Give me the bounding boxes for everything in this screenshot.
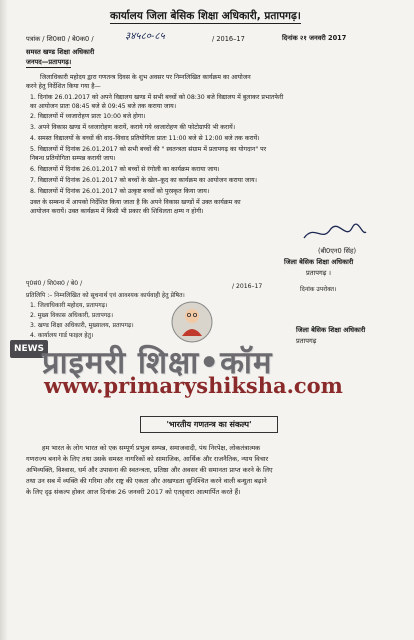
- item-line: 6. विद्यालयों में दिनांक 26.01.2017 को बच्चों से रंगोली का कार्यक्रम कराया जाय।: [30, 166, 220, 173]
- pledge-title: 'भारतीय गणतन्त्र का संकल्प': [140, 416, 278, 433]
- copy-to-item: 1. जिलाधिकारी महोदय, प्रतापगढ़।: [30, 302, 108, 309]
- brand-watermark: प्राइमरी शिक्षा•कॉम: [42, 345, 273, 381]
- recipient-line-2: जनपद—प्रतापगढ़।: [26, 58, 72, 66]
- news-badge: NEWS: [10, 340, 48, 358]
- ref-prefix: पत्रांक / शि0स0 / बे0क0 /: [26, 35, 94, 43]
- signature-scribble-icon: [300, 222, 370, 244]
- mascot-icon: [170, 300, 214, 344]
- pledge-line: हम भारत के लोग भारत को एक सम्पूर्ण प्रभुत्व सम्पन्न, समाजवादी, पंथ निरपेक्ष, लोकतंत्रात्मक: [42, 444, 261, 452]
- intro-line-1: जिलाधिकारी महोदय द्वारा गणतन्त्र दिवस के शुभ अवसर पर निम्नलिखित कार्यक्रम का आयोजन: [40, 74, 251, 81]
- item-line: 5. विद्यालयों में दिनांक 26.01.2017 को सभी बच्चों की " स्वतन्त्रता संग्राम में प्रतापगढ़ का योगदान" पर: [30, 146, 267, 153]
- pledge-line: अभिव्यक्ति, विश्वास, धर्म और उपासना की स्वतन्त्रता, प्रतिष्ठा और अवसर की समानता प्राप्त करने के लिए: [26, 466, 273, 474]
- copy-to-item: 4. कार्यालय गार्ड फाइल हेतु।: [30, 332, 94, 339]
- item-line: 1. दिनांक 26.01.2017 को अपने विद्यालय खण्ड में सभी बच्चों को 08:30 बजे विद्यालय में बुलाकर प्रभातफेरी: [30, 94, 284, 101]
- ref-year: / 2016–17: [212, 35, 245, 43]
- item-line: 8. विद्यालयों में दिनांक 26.01.2017 को उत्कृष्ट बच्चों को पुरस्कृत किया जाय।: [30, 188, 210, 195]
- copy-to-item: 3. खण्ड शिक्षा अधिकारी, मुख्यालय, प्रतापगढ़।: [30, 322, 134, 329]
- pledge-line: के लिए दृढ़ संकल्प होकर आज दिनांक 26 जनवरी 2017 को एतद्द्वारा आत्मार्पित करते हैं।: [26, 488, 241, 496]
- scan-edge-shadow: [0, 0, 8, 640]
- letter-date: दिनांक २१ जनवरी 2017: [282, 34, 347, 42]
- item-line: का आयोजन प्रातः 08:45 बजे से 09:45 बजे तक कराया जाय।: [30, 103, 177, 110]
- signatory2-designation: जिला बेसिक शिक्षा अधिकारी: [296, 326, 366, 334]
- recipient-line-1: समस्त खण्ड शिक्षा अधिकारी: [26, 48, 95, 56]
- item-line: आयोजन करायें। उक्त कार्यक्रम में किसी भी प्रकार की शिथिलता क्षम्य न होगी।: [30, 208, 204, 215]
- copy-ref-prefix: पृ0सं0 / शि0स0 / बे0 /: [26, 280, 83, 287]
- copy-to-item: 2. मुख्य विकास अधिकारी, प्रतापगढ़।: [30, 312, 114, 319]
- item-line: 4. समस्त विद्यालयों के बच्चों की वाद–विवाद प्रतियोगिता प्रातः 11:00 बजे से 12:00 बजे तक करायें।: [30, 135, 260, 142]
- item-line: 7. विद्यालयों में दिनांक 26.01.2017 को बच्चों के खेल–कूद का कार्यक्रम का आयोजन कराया जाय।: [30, 177, 257, 184]
- item-line: 2. विद्यालयों में ध्वजारोहण प्रातः 10:00 बजे होगा।: [30, 113, 146, 120]
- signatory-place: प्रतापगढ़ ।: [306, 269, 331, 277]
- ref-number: ३४५८०-८५: [125, 31, 165, 42]
- brand-url: www.primaryshiksha.com: [44, 373, 343, 398]
- copy-line: प्रतिलिपि :– निम्नलिखित को सूचनार्थ एवं आवश्यक कार्यवाही हेतु प्रेषित।: [26, 292, 185, 299]
- pledge-line: गणराज्य बनाने के लिए तथा उसके समस्त नागरिकों को सामाजिक, आर्थिक और राजनैतिक, न्याय विचार: [26, 455, 269, 463]
- intro-line-2: करने हेतु निर्देशित किया गया है—: [26, 83, 101, 90]
- pledge-line: तथा उन सब में व्यक्ति की गरिमा और राष्ट्र की एकता और अखण्डता सुनिश्चित करने वाली बन्धुता बढ़ाने: [26, 477, 267, 485]
- signatory-name: (बी0एन0 सिंह): [318, 247, 357, 255]
- item-line: निबन्ध प्रतियोगिता सम्पन्न करायी जाय।: [30, 155, 116, 162]
- copy-date: दिनांक उपरोक्त।: [300, 286, 337, 293]
- office-title: कार्यालय जिला बेसिक शिक्षा अधिकारी, प्रतापगढ़।: [110, 10, 301, 22]
- signatory2-place: प्रतापगढ़: [296, 337, 317, 345]
- item-line: 3. अपने विकास खण्ड में ध्वजारोहण करायें, कराये गये ध्वजारोहण की फोटोग्राफी भी करायें।: [30, 124, 236, 131]
- signatory-designation: जिला बेसिक शिक्षा अधिकारी: [284, 258, 354, 266]
- item-line: उक्त के सम्बन्ध में आपको निर्देशित किया जाता है कि अपने विकास खण्डों में उक्त कार्यक्रम का: [30, 199, 241, 206]
- copy-ref-year: / 2016–17: [232, 283, 263, 290]
